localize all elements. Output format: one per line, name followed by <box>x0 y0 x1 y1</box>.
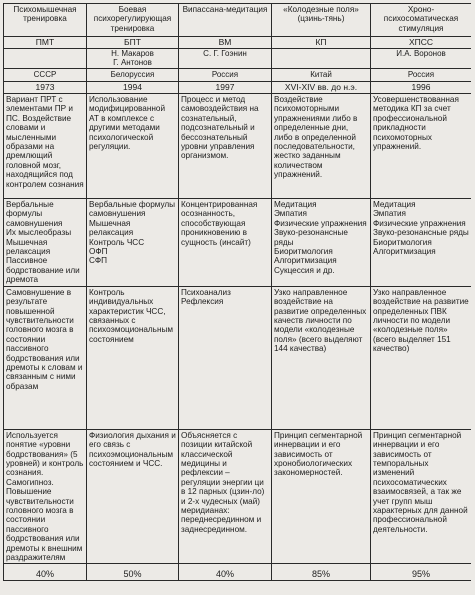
method-goal: Узко направленное воздействие на развитие определенных ПВК личности по модели «колодезные поля» (всего выделяет 151 качество) <box>371 286 472 429</box>
method-country: Россия <box>371 69 472 81</box>
list-item: Их мыслеобразы <box>6 228 72 238</box>
list-item: Концентрированная осознанность, способствующая проникновению в сущность (инсайт) <box>181 200 258 247</box>
list-item: Эмпатия <box>274 209 307 219</box>
principle-row <box>4 94 472 199</box>
list-item: Г. Антонов <box>113 57 152 67</box>
goal-row <box>4 286 472 429</box>
method-authors <box>179 49 272 69</box>
list-item: Вербальные формулы самовнушения <box>89 200 176 219</box>
list-item: Н. Макаров <box>111 49 154 59</box>
method-year: 1996 <box>371 81 472 93</box>
list-item: Эмпатия <box>373 209 406 219</box>
method-mechanism: Физиология дыхания и его связь с психоэмоциональным состоянием и ЧСС. <box>87 429 179 564</box>
method-abbreviation: БПТ <box>87 37 179 49</box>
method-means <box>87 199 179 287</box>
method-authors <box>87 49 179 69</box>
column-title: Боевая психорегулирующая тренировка <box>87 4 179 37</box>
method-year: XVI-XIV вв. до н.э. <box>272 81 371 93</box>
list-item: Контроль ЧСС <box>89 237 145 247</box>
column-title: Психомышечная тренировка <box>4 4 87 37</box>
method-percent: 40% <box>4 564 87 581</box>
method-percent: 95% <box>371 564 472 581</box>
method-principle: Воздействие психомоторными упражнениями либо в определенные дни, либо в определенной последовательности, жестко заданным количеством упражнений. <box>272 94 371 199</box>
method-abbreviation: ПМТ <box>4 37 87 49</box>
method-goal: Психоанализ Рефлексия <box>179 286 272 429</box>
method-mechanism: Объясняется с позиции китайской классической медицины и рефлексии – регуляции энергии ци в 12 парных (цзин-ло) и 2-х чудесных (май) меридианах: переднесрединном и заднесрединном. <box>179 429 272 564</box>
method-country: Китай <box>272 69 371 81</box>
percent-row <box>4 564 472 581</box>
method-goal: Узко направленное воздействие на развитие определенных качеств личности по модели «колодезные поля» (всего выделяют 144 качества) <box>272 286 371 429</box>
list-item: ОФП <box>89 247 108 257</box>
list-item: Сукцессия и др. <box>274 265 335 275</box>
comparison-table <box>3 3 471 581</box>
country-row <box>4 69 472 81</box>
method-goal: Контроль индивидуальных характеристик ЧСС, связанных с психоэмоциональным состоянием <box>87 286 179 429</box>
method-mechanism: Принцип сегментарной иннервации и его зависимость от темпоральных изменений психосоматических взаимосвязей, а так же учет групп мыш характерных для данной профессиональной деятельности. <box>371 429 472 564</box>
method-means <box>371 199 472 287</box>
method-means <box>4 199 87 287</box>
method-authors <box>371 49 472 69</box>
method-goal: Самовнушение в результате повышенной чувствительности головного мозга в состоянии пассивного бодрствования или дремоты к словам и связанным с ними образам <box>4 286 87 429</box>
list-item: Физические упражнения <box>274 218 367 228</box>
list-item: Физические упражнения <box>373 218 466 228</box>
method-mechanism: Используется понятие «уровни бодрствования» (5 уровней) и контроль сознания. Самогипноз. Повышение чувствительности головного мозга в состоянии пассивного бодрствования или дремоты к внешним раздражителям <box>4 429 87 564</box>
method-year: 1997 <box>179 81 272 93</box>
list-item: Алгоритмизация <box>373 247 436 257</box>
list-item: С. Г. Гоэнин <box>203 49 247 59</box>
method-percent: 50% <box>87 564 179 581</box>
method-year: 1973 <box>4 81 87 93</box>
list-item: Медитация <box>274 200 317 210</box>
list-item: Биоритмология <box>274 247 333 257</box>
method-means <box>179 199 272 287</box>
method-country: Россия <box>179 69 272 81</box>
column-title: Хроно-психосоматическая стимуляция <box>371 4 472 37</box>
list-item: Пассивное бодрствование или дремота <box>6 256 80 285</box>
method-abbreviation: ХПСС <box>371 37 472 49</box>
method-principle: Усовершенствованная методика КП за счет профессиональной прикладности психомоторных упражнений. <box>371 94 472 199</box>
abbreviation-row <box>4 37 472 49</box>
method-country: Белоруссия <box>87 69 179 81</box>
list-item: Алгоритмизация <box>274 256 337 266</box>
list-item: Звуко-резонансные ряды <box>373 228 469 238</box>
list-item: СФП <box>89 256 108 266</box>
year-row <box>4 81 472 93</box>
method-authors <box>272 49 371 69</box>
means-row <box>4 199 472 287</box>
list-item: Вербальные формулы самовнушения <box>6 200 63 228</box>
column-title: Випассана-медитация <box>179 4 272 37</box>
method-principle: Вариант ПРТ с элементами ПР и ПС. Воздействие словами и мысленными образами на дремлющий головной мозг, находящийся под контролем сознания <box>4 94 87 199</box>
authors-row <box>4 49 472 69</box>
mechanism-row <box>4 429 472 564</box>
method-abbreviation: КП <box>272 37 371 49</box>
column-title: «Колодезные поля» (цзинь-тянь) <box>272 4 371 37</box>
method-principle: Процесс и метод самовоздействия на сознательный, подсознательный и бессознательный уровни управления организмом. <box>179 94 272 199</box>
list-item: Биоритмология <box>373 237 432 247</box>
method-percent: 40% <box>179 564 272 581</box>
method-abbreviation: ВМ <box>179 37 272 49</box>
list-item: Мышечная релаксация <box>6 237 51 257</box>
method-principle: Использование модифицированной АТ в комплексе с другими методами психологической регуляции. <box>87 94 179 199</box>
method-country: СССР <box>4 69 87 81</box>
header-row <box>4 4 472 37</box>
list-item: И.А. Воронов <box>396 49 446 59</box>
method-percent: 85% <box>272 564 371 581</box>
list-item: Медитация <box>373 200 416 210</box>
list-item: Мышечная релаксация <box>89 218 134 238</box>
method-means <box>272 199 371 287</box>
list-item: Звуко-резонансные ряды <box>274 228 348 247</box>
methods-comparison-table <box>3 3 471 591</box>
method-mechanism: Принцип сегментарной иннервации и его зависимость от хронобиологических закономерностей. <box>272 429 371 564</box>
method-authors <box>4 49 87 69</box>
method-year: 1994 <box>87 81 179 93</box>
